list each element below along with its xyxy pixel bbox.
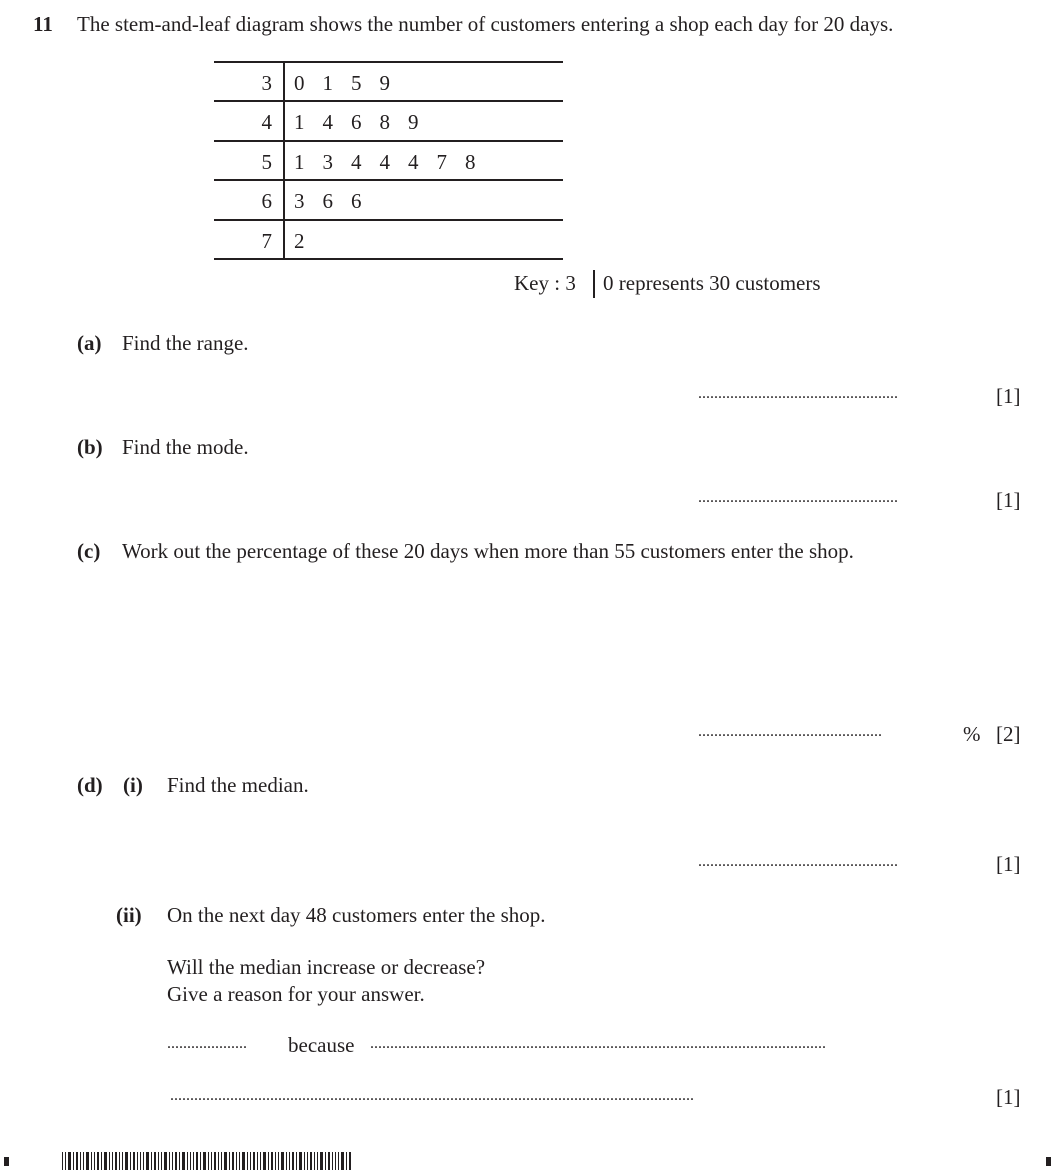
part-d-label: (d) [77, 773, 103, 797]
stem-leaf-row [214, 180, 563, 219]
part-d-ii-marks: [1] [996, 1085, 1021, 1109]
part-b-text: Find the mode. [122, 435, 249, 459]
leaf-digit: 9 [379, 71, 390, 95]
part-b-answer-line[interactable]: .................................................. [698, 489, 898, 506]
leaf-digit: 3 [322, 150, 333, 174]
leaf-digit: 2 [294, 229, 305, 253]
part-d-ii-blank-full[interactable]: ................................................................................................................................... [170, 1088, 694, 1104]
part-b-marks: [1] [996, 488, 1021, 512]
part-c-text: Work out the percentage of these 20 days when more than 55 customers enter the shop. [122, 539, 854, 563]
stem-value: 4 [261, 110, 272, 134]
stem-leaf-row [214, 141, 563, 180]
leaf-values [294, 189, 380, 214]
leaf-digit: 6 [322, 189, 333, 213]
stem-value: 5 [261, 150, 272, 174]
stem-value: 7 [261, 229, 272, 253]
leaf-digit: 1 [294, 150, 305, 174]
leaf-values [294, 110, 437, 135]
stem-leaf-row [214, 220, 563, 259]
stem-leaf-row [214, 101, 563, 140]
part-d-i-answer-line[interactable]: .................................................. [698, 853, 898, 870]
leaf-digit: 7 [436, 150, 447, 174]
leaf-digit: 8 [379, 110, 390, 134]
part-d-i-label: (i) [123, 773, 143, 797]
stem-leaf-row [214, 62, 563, 101]
stem-value: 3 [261, 71, 272, 95]
leaf-digit: 8 [465, 150, 476, 174]
barcode [62, 1152, 353, 1170]
registration-mark [1046, 1157, 1051, 1166]
stem-value: 6 [261, 189, 272, 213]
part-a-marks: [1] [996, 384, 1021, 408]
part-d-ii-because: because [288, 1033, 355, 1057]
leaf-digit: 4 [322, 110, 333, 134]
key-divider [593, 270, 595, 298]
leaf-digit: 3 [294, 189, 305, 213]
part-d-ii-line2: Give a reason for your answer. [167, 982, 425, 1006]
registration-mark [4, 1157, 9, 1166]
part-c-marks: [2] [996, 722, 1021, 746]
leaf-digit: 5 [351, 71, 362, 95]
leaf-digit: 9 [408, 110, 419, 134]
leaf-digit: 6 [351, 189, 362, 213]
leaf-values [294, 71, 408, 96]
part-c-answer-line[interactable]: .............................................. [698, 723, 882, 740]
part-a-answer-line[interactable]: .................................................. [698, 385, 898, 402]
part-d-ii-line1: Will the median increase or decrease? [167, 955, 486, 979]
leaf-values [294, 150, 494, 175]
part-d-ii-blank-short[interactable]: .................... [167, 1035, 247, 1052]
leaf-digit: 1 [294, 110, 305, 134]
leaf-digit: 4 [351, 150, 362, 174]
key-right: 0 represents 30 customers [603, 271, 821, 295]
question-number: 11 [33, 12, 53, 36]
leaf-digit: 1 [322, 71, 333, 95]
part-d-i-marks: [1] [996, 852, 1021, 876]
part-d-ii-blank-long[interactable]: .................................................................................................................. [370, 1036, 826, 1052]
part-d-i-text: Find the median. [167, 773, 309, 797]
part-c-unit: % [963, 722, 981, 746]
leaf-digit: 0 [294, 71, 305, 95]
leaf-values [294, 229, 323, 254]
part-d-ii-text: On the next day 48 customers enter the shop. [167, 903, 546, 927]
part-c-label: (c) [77, 539, 101, 563]
leaf-digit: 6 [351, 110, 362, 134]
leaf-digit: 4 [408, 150, 419, 174]
key-left: Key : 3 [514, 271, 576, 295]
question-text: The stem-and-leaf diagram shows the number of customers entering a shop each day for 20 days. [77, 12, 894, 36]
leaf-digit: 4 [379, 150, 390, 174]
part-b-label: (b) [77, 435, 103, 459]
part-a-label: (a) [77, 331, 102, 355]
part-a-text: Find the range. [122, 331, 249, 355]
part-d-ii-label: (ii) [116, 903, 142, 927]
